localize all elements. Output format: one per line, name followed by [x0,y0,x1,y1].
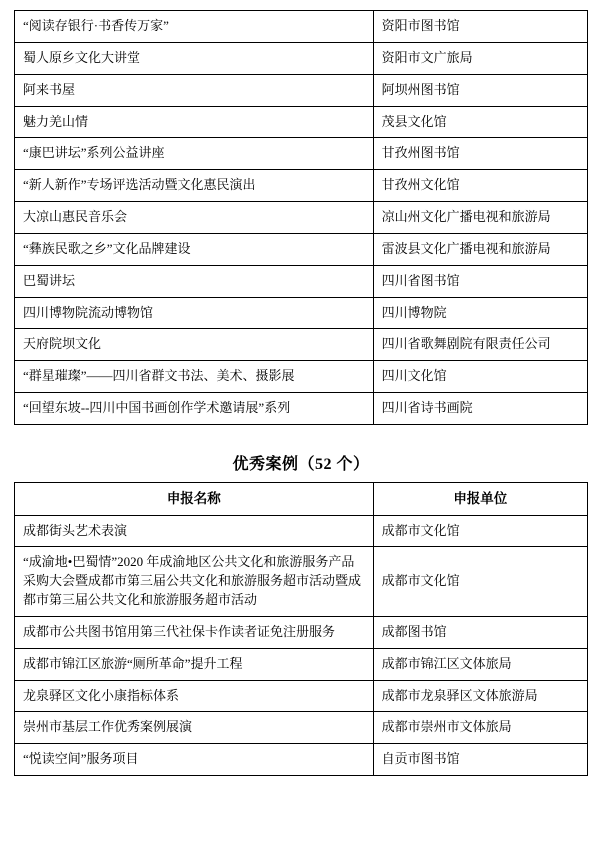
entry-name: “彝族民歌之乡”文化品牌建设 [15,233,374,265]
table-row [15,648,588,680]
table-row [15,202,588,234]
table-row [15,712,588,744]
column-header-unit: 申报单位 [373,482,587,515]
entry-name: “成渝地•巴蜀情”2020 年成渝地区公共文化和旅游服务产品采购大会暨成都市第三届公共文化和旅游服务超市活动暨成都市第三届公共文化和旅游服务超市活动 [15,547,374,617]
excellent-cases-header [15,482,588,515]
entry-name: “悦读空间”服务项目 [15,744,374,776]
table-row [15,616,588,648]
entry-name: 巴蜀讲坛 [15,265,374,297]
entry-name: 崇州市基层工作优秀案例展演 [15,712,374,744]
entry-name: 龙泉驿区文化小康指标体系 [15,680,374,712]
excellent-cases-table [14,482,588,776]
entry-unit: 四川博物院 [373,297,587,329]
entry-name: 阿来书屋 [15,74,374,106]
entry-unit: 四川省歌舞剧院有限责任公司 [373,329,587,361]
table-row [15,74,588,106]
entry-name: 成都街头艺术表演 [15,515,374,547]
entry-name: 魅力羌山情 [15,106,374,138]
entry-unit: 资阳市文广旅局 [373,42,587,74]
entry-name: 蜀人原乡文化大讲堂 [15,42,374,74]
entry-name: 天府院坝文化 [15,329,374,361]
table-row [15,138,588,170]
entry-unit: 四川省诗书画院 [373,393,587,425]
column-header-name: 申报名称 [15,482,374,515]
entry-unit: 成都市文化馆 [373,547,587,617]
entry-unit: 成都图书馆 [373,616,587,648]
entry-unit: 凉山州文化广播电视和旅游局 [373,202,587,234]
table-row [15,42,588,74]
table-header-row [15,482,588,515]
table-row [15,11,588,43]
entry-unit: 雷波县文化广播电视和旅游局 [373,233,587,265]
table-row [15,170,588,202]
entry-name: “阅读存银行·书香传万家” [15,11,374,43]
continued-entries-body [15,11,588,425]
table-row [15,265,588,297]
table-row [15,393,588,425]
entry-name: 大凉山惠民音乐会 [15,202,374,234]
section-title: 优秀案例（52 个） [232,455,370,473]
table-row [15,547,588,617]
table-row [15,744,588,776]
entry-name: 成都市公共图书馆用第三代社保卡作读者证免注册服务 [15,616,374,648]
entry-unit: 成都市崇州市文体旅局 [373,712,587,744]
entry-unit: 成都市锦江区文体旅局 [373,648,587,680]
table-row [15,329,588,361]
table-row [15,361,588,393]
table-row [15,106,588,138]
entry-name: “康巴讲坛”系列公益讲座 [15,138,374,170]
entry-unit: 成都市龙泉驿区文体旅游局 [373,680,587,712]
entry-unit: 甘孜州文化馆 [373,170,587,202]
entry-unit: 茂县文化馆 [373,106,587,138]
entry-unit: 自贡市图书馆 [373,744,587,776]
entry-name: 四川博物院流动博物馆 [15,297,374,329]
entry-unit: 阿坝州图书馆 [373,74,587,106]
entry-name: “回望东坡--四川中国书画创作学术邀请展”系列 [15,393,374,425]
table-row [15,515,588,547]
table-row [15,297,588,329]
table-row [15,233,588,265]
excellent-cases-body [15,515,588,776]
entry-name: 成都市锦江区旅游“厕所革命”提升工程 [15,648,374,680]
entry-unit: 资阳市图书馆 [373,11,587,43]
entry-unit: 四川省图书馆 [373,265,587,297]
entry-unit: 成都市文化馆 [373,515,587,547]
entry-name: “新人新作”专场评选活动暨文化惠民演出 [15,170,374,202]
entry-unit: 甘孜州图书馆 [373,138,587,170]
entry-name: “群星璀璨”——四川省群文书法、美术、摄影展 [15,361,374,393]
continued-entries-table [14,10,588,425]
entry-unit: 四川文化馆 [373,361,587,393]
table-row [15,680,588,712]
